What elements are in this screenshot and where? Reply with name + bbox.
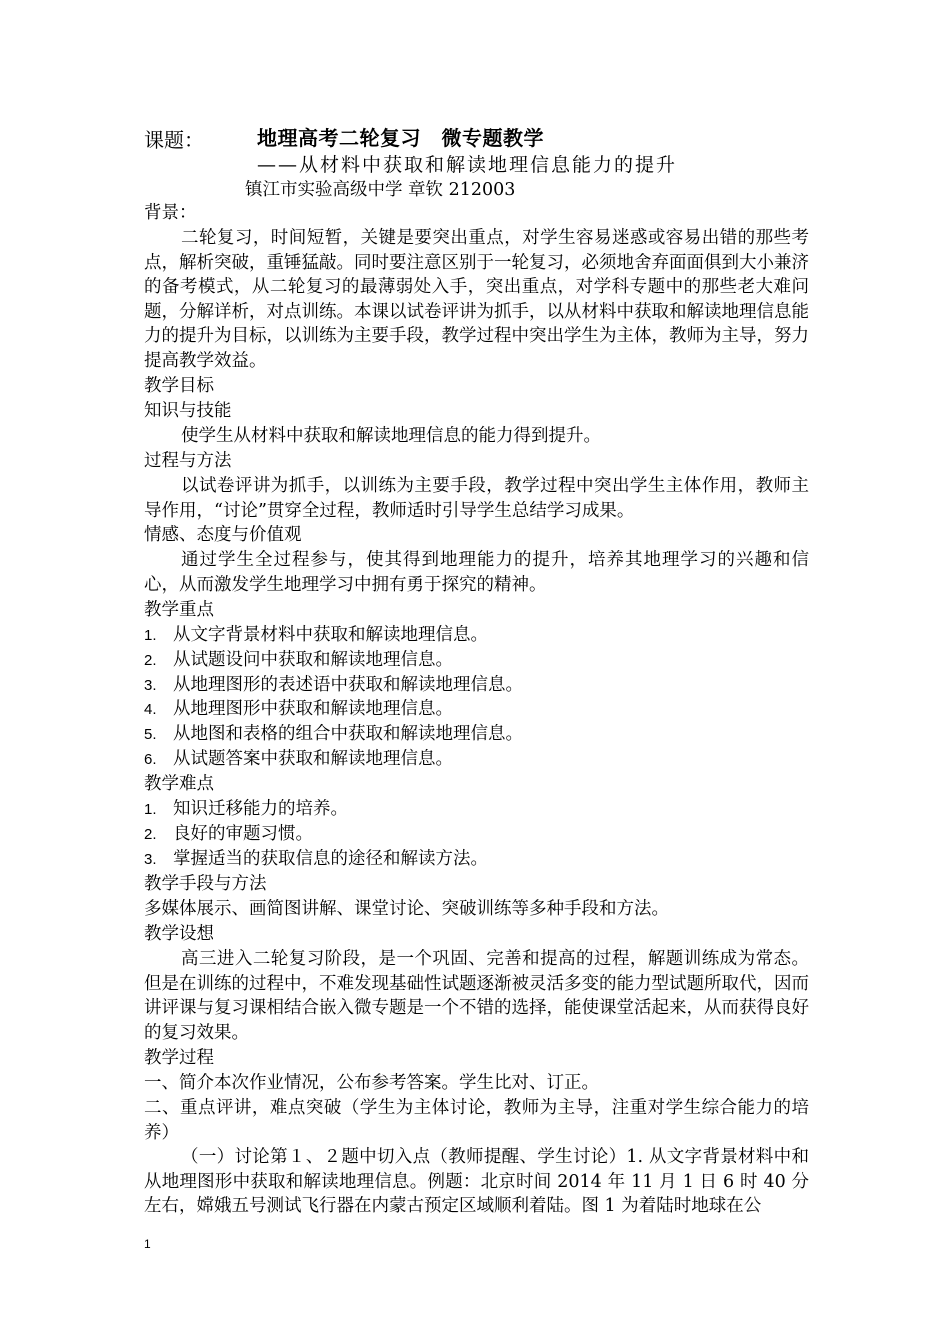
key-point-item: [144, 623, 488, 648]
methods-text: 多媒体展示、画简图讲解、课堂讨论、突破训练等多种手段和方法。: [144, 899, 669, 919]
step-three: （一）讨论第１、２题中切入点（教师提醒、学生讨论）1. 从文字背景材料中和从地理图形中获取和解读地理信息。例题：北京时间 2014 年 11 月 1 日 6 时 40 分左右，嫦娥五号测试飞行器在内蒙古预定区域顺利着陆。图 1 为着陆时地球在公: [144, 1147, 809, 1216]
list-number: 6.: [144, 751, 157, 768]
list-text: 知识迁移能力的培养。: [173, 799, 348, 819]
list-number: 1.: [144, 801, 157, 818]
background-heading: 背景：: [144, 203, 197, 223]
list-text: 从地理图形中获取和解读地理信息。: [173, 699, 453, 719]
list-text: 从地图和表格的组合中获取和解读地理信息。: [173, 724, 523, 744]
knowledge-paragraph: 使学生从材料中获取和解读地理信息的能力得到提升。: [181, 426, 601, 446]
page-number: 1: [144, 1237, 151, 1251]
goals-heading: 教学目标: [144, 376, 214, 396]
key-point-item: [144, 673, 523, 698]
page-title: 地理高考二轮复习 微专题教学: [257, 126, 544, 150]
list-text: 从试题答案中获取和解读地理信息。: [173, 749, 453, 769]
key-points-heading: 教学重点: [144, 600, 214, 620]
page-subtitle: ——从材料中获取和解读地理信息能力的提升: [257, 154, 678, 176]
list-number: 2.: [144, 826, 157, 843]
background-paragraph: 二轮复习，时间短暂，关键是要突出重点，对学生容易迷惑或容易出错的那些考点，解析突破，重锤猛敲。同时要注意区别于一轮复习，必须地舍弃面面俱到大小兼济的备考模式，从二轮复习的最薄弱处入手，突出重点，对学科专题中的那些老大难问题，分解详析，对点训练。本课以试卷评讲为抓手，以从材料中获取和解读地理信息能力的提升为目标，以训练为主要手段，教学过程中突出学生为主体，教师为主导，努力提高教学效益。: [144, 228, 809, 371]
design-heading: 教学设想: [144, 924, 214, 944]
step-two: 二、重点评讲，难点突破（学生为主体讨论，教师为主导，注重对学生综合能力的培养）: [144, 1098, 809, 1143]
process-method-heading: 过程与方法: [144, 451, 232, 471]
list-text: 从试题设问中获取和解读地理信息。: [173, 650, 453, 670]
knowledge-heading: 知识与技能: [144, 401, 232, 421]
list-number: 1.: [144, 627, 157, 644]
key-point-item: [144, 648, 453, 673]
list-number: 2.: [144, 652, 157, 669]
emotion-heading: 情感、态度与价值观: [144, 525, 302, 545]
list-number: 3.: [144, 851, 157, 868]
key-point-item: [144, 722, 523, 747]
difficulty-item: [144, 797, 348, 822]
key-point-item: [144, 747, 453, 772]
methods-heading: 教学手段与方法: [144, 874, 267, 894]
list-number: 4.: [144, 701, 157, 718]
list-text: 良好的审题习惯。: [173, 824, 313, 844]
list-number: 5.: [144, 726, 157, 743]
emotion-paragraph: 通过学生全过程参与，使其得到地理能力的提升，培养其地理学习的兴趣和信心，从而激发学生地理学习中拥有勇于探究的精神。: [144, 550, 809, 595]
difficulty-item: [144, 847, 488, 872]
difficulty-item: [144, 822, 313, 847]
list-number: 3.: [144, 677, 157, 694]
design-paragraph: 高三进入二轮复习阶段，是一个巩固、完善和提高的过程，解题训练成为常态。但是在训练的过程中，不难发现基础性试题逐渐被灵活多变的能力型试题所取代，因而讲评课与复习课相结合嵌入微专题是一个不错的选择，能使课堂活起来，从而获得良好的复习效果。: [144, 949, 809, 1043]
list-text: 掌握适当的获取信息的途径和解读方法。: [173, 849, 488, 869]
list-text: 从地理图形的表述语中获取和解读地理信息。: [173, 675, 523, 695]
teaching-process-heading: 教学过程: [144, 1048, 214, 1068]
title-label: 课题：: [144, 128, 204, 152]
key-point-item: [144, 697, 453, 722]
author-line: 镇江市实验高级中学 章钦 212003: [245, 180, 516, 200]
difficulties-heading: 教学难点: [144, 774, 214, 794]
step-one: 一、简介本次作业情况，公布参考答案。学生比对、订正。: [144, 1073, 599, 1093]
process-method-paragraph: 以试卷评讲为抓手，以训练为主要手段，教学过程中突出学生主体作用，教师主导作用，“讨论”贯穿全过程，教师适时引导学生总结学习成果。: [144, 476, 809, 521]
list-text: 从文字背景材料中获取和解读地理信息。: [173, 625, 488, 645]
